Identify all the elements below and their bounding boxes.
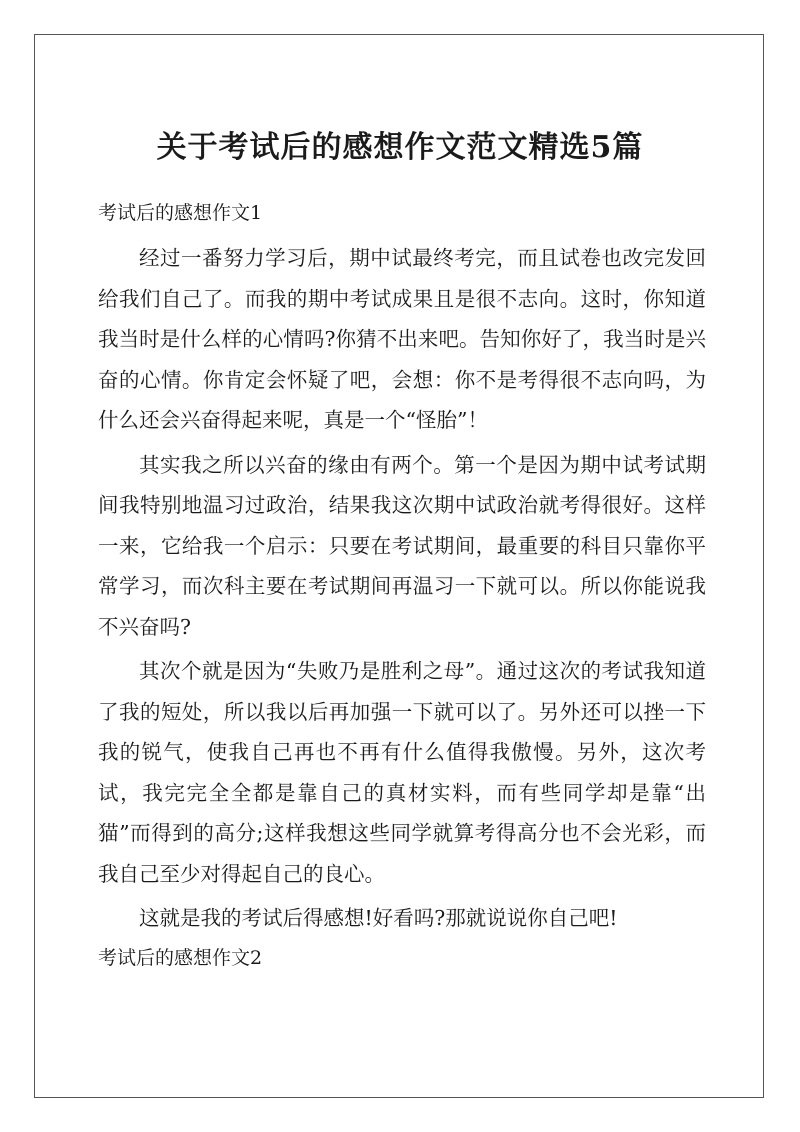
paragraph-1: 经过一番努力学习后，期中试最终考完，而且试卷也改完发回给我们自己了。而我的期中考试成果且是很不志向。这时，你知道我当时是什么样的心情吗?你猜不出来吧。告知你好了，我当时是兴奋的心情。你肯定会怀疑了吧，会想：你不是考得很不志向吗，为什么还会兴奋得起来呢，真是一个“怪胎”！ bbox=[98, 246, 706, 432]
document-title: 关于考试后的感想作文范文精选5篇 bbox=[156, 130, 644, 165]
paragraph-2: 其实我之所以兴奋的缘由有两个。第一个是因为期中试考试期间我特别地温习过政治，结果我这次期中试政治就考得很好。这样一来，它给我一个启示：只要在考试期间，最重要的科目只靠你平常学习，而次科主要在考试期间再温习一下就可以。所以你能说我不兴奋吗? bbox=[98, 452, 706, 639]
document-body bbox=[98, 198, 706, 983]
paragraph-3: 其次个就是因为“失败乃是胜利之母”。通过这次的考试我知道了我的短处，所以我以后再加强一下就可以了。另外还可以挫一下我的锐气，使我自己再也不再有什么值得我傲慢。另外，这次考试，我完完全全都是靠自己的真材实料，而有些同学却是靠“出猫”而得到的高分;这样我想这些同学就算考得高分也不会光彩，而我自己至少对得起自己的良心。 bbox=[98, 659, 706, 886]
section-heading-1: 考试后的感想作文1 bbox=[98, 202, 263, 224]
section-heading-2: 考试后的感想作文2 bbox=[98, 946, 263, 969]
paragraph-4: 这就是我的考试后得感想!好看吗?那就说说你自己吧! bbox=[139, 906, 618, 930]
